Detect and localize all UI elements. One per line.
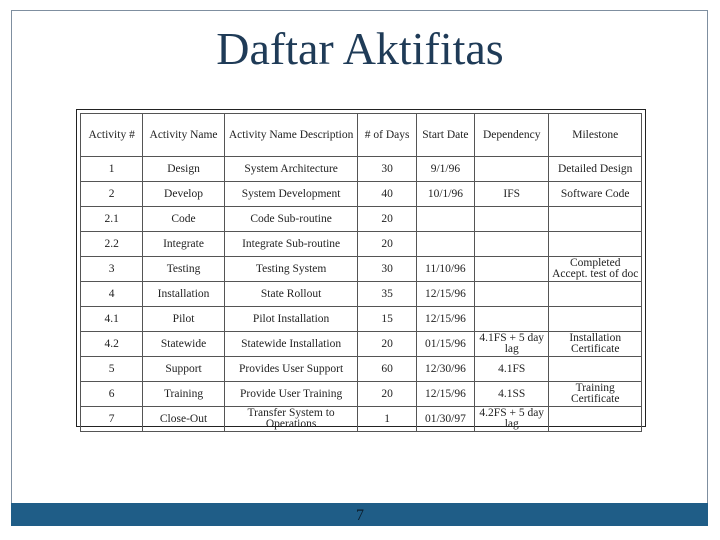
cell-dependency: 4.1SS bbox=[475, 382, 549, 407]
cell-start-date: 9/1/96 bbox=[416, 157, 474, 182]
header-activity-description: Activity Name Description bbox=[224, 114, 358, 157]
cell-activity-number: 4.2 bbox=[81, 332, 143, 357]
cell-milestone bbox=[549, 407, 642, 432]
cell-activity-description: Transfer System to Operations bbox=[224, 407, 358, 432]
cell-activity-number: 2.1 bbox=[81, 207, 143, 232]
cell-activity-name: Code bbox=[143, 207, 224, 232]
cell-activity-name: Testing bbox=[143, 257, 224, 282]
cell-start-date: 01/30/97 bbox=[416, 407, 474, 432]
cell-number-of-days: 30 bbox=[358, 257, 416, 282]
cell-milestone: Installation Certificate bbox=[549, 332, 642, 357]
table-row bbox=[81, 282, 642, 307]
cell-start-date: 11/10/96 bbox=[416, 257, 474, 282]
cell-activity-description: Integrate Sub-routine bbox=[224, 232, 358, 257]
cell-activity-number: 4.1 bbox=[81, 307, 143, 332]
activity-table bbox=[80, 113, 642, 432]
cell-dependency bbox=[475, 257, 549, 282]
cell-activity-description: System Development bbox=[224, 182, 358, 207]
cell-number-of-days: 60 bbox=[358, 357, 416, 382]
cell-dependency bbox=[475, 307, 549, 332]
cell-activity-name: Installation bbox=[143, 282, 224, 307]
cell-activity-number: 1 bbox=[81, 157, 143, 182]
cell-activity-number: 6 bbox=[81, 382, 143, 407]
cell-milestone bbox=[549, 232, 642, 257]
cell-milestone: Software Code bbox=[549, 182, 642, 207]
table-body bbox=[81, 157, 642, 432]
cell-milestone bbox=[549, 307, 642, 332]
cell-number-of-days: 15 bbox=[358, 307, 416, 332]
cell-activity-name: Pilot bbox=[143, 307, 224, 332]
header-milestone: Milestone bbox=[549, 114, 642, 157]
table-row bbox=[81, 257, 642, 282]
cell-milestone bbox=[549, 207, 642, 232]
cell-activity-name: Design bbox=[143, 157, 224, 182]
activity-table-image bbox=[76, 109, 646, 430]
cell-activity-name: Close-Out bbox=[143, 407, 224, 432]
cell-dependency bbox=[475, 207, 549, 232]
header-start-date: Start Date bbox=[416, 114, 474, 157]
cell-start-date: 01/15/96 bbox=[416, 332, 474, 357]
cell-activity-number: 4 bbox=[81, 282, 143, 307]
header-number-of-days: # of Days bbox=[358, 114, 416, 157]
cell-activity-number: 2.2 bbox=[81, 232, 143, 257]
cell-dependency: 4.1FS bbox=[475, 357, 549, 382]
cell-number-of-days: 30 bbox=[358, 157, 416, 182]
cell-dependency: 4.1FS + 5 day lag bbox=[475, 332, 549, 357]
cell-activity-description: Statewide Installation bbox=[224, 332, 358, 357]
cell-activity-name: Training bbox=[143, 382, 224, 407]
cell-number-of-days: 40 bbox=[358, 182, 416, 207]
cell-number-of-days: 35 bbox=[358, 282, 416, 307]
cell-dependency bbox=[475, 282, 549, 307]
table-header-row bbox=[81, 114, 642, 157]
cell-dependency: IFS bbox=[475, 182, 549, 207]
slide-title: Daftar Aktifitas bbox=[216, 23, 504, 74]
cell-milestone: Completed Accept. test of doc bbox=[549, 257, 642, 282]
page-number: 7 bbox=[356, 507, 364, 524]
cell-activity-description: Pilot Installation bbox=[224, 307, 358, 332]
cell-activity-description: Testing System bbox=[224, 257, 358, 282]
header-activity-name: Activity Name bbox=[143, 114, 224, 157]
table-row bbox=[81, 207, 642, 232]
cell-activity-name: Support bbox=[143, 357, 224, 382]
table-row bbox=[81, 357, 642, 382]
cell-activity-number: 5 bbox=[81, 357, 143, 382]
cell-milestone bbox=[549, 357, 642, 382]
cell-start-date bbox=[416, 207, 474, 232]
cell-milestone: Detailed Design bbox=[549, 157, 642, 182]
cell-number-of-days: 20 bbox=[358, 382, 416, 407]
cell-activity-name: Statewide bbox=[143, 332, 224, 357]
cell-number-of-days: 20 bbox=[358, 332, 416, 357]
cell-activity-name: Integrate bbox=[143, 232, 224, 257]
cell-activity-description: System Architecture bbox=[224, 157, 358, 182]
table-row bbox=[81, 232, 642, 257]
cell-activity-name: Develop bbox=[143, 182, 224, 207]
table-row bbox=[81, 382, 642, 407]
cell-start-date: 12/30/96 bbox=[416, 357, 474, 382]
cell-activity-number: 7 bbox=[81, 407, 143, 432]
table-row bbox=[81, 157, 642, 182]
cell-milestone: Training Certificate bbox=[549, 382, 642, 407]
cell-activity-description: State Rollout bbox=[224, 282, 358, 307]
cell-milestone bbox=[549, 282, 642, 307]
table-row bbox=[81, 407, 642, 432]
cell-activity-description: Provides User Support bbox=[224, 357, 358, 382]
cell-dependency bbox=[475, 232, 549, 257]
cell-activity-number: 2 bbox=[81, 182, 143, 207]
cell-activity-number: 3 bbox=[81, 257, 143, 282]
cell-number-of-days: 20 bbox=[358, 232, 416, 257]
cell-start-date: 12/15/96 bbox=[416, 382, 474, 407]
header-dependency: Dependency bbox=[475, 114, 549, 157]
cell-activity-description: Provide User Training bbox=[224, 382, 358, 407]
cell-start-date: 10/1/96 bbox=[416, 182, 474, 207]
cell-activity-description: Code Sub-routine bbox=[224, 207, 358, 232]
cell-dependency: 4.2FS + 5 day lag bbox=[475, 407, 549, 432]
cell-start-date: 12/15/96 bbox=[416, 307, 474, 332]
table-row bbox=[81, 182, 642, 207]
cell-start-date bbox=[416, 232, 474, 257]
cell-start-date: 12/15/96 bbox=[416, 282, 474, 307]
cell-number-of-days: 20 bbox=[358, 207, 416, 232]
table-row bbox=[81, 332, 642, 357]
cell-dependency bbox=[475, 157, 549, 182]
header-activity-number: Activity # bbox=[81, 114, 143, 157]
cell-number-of-days: 1 bbox=[358, 407, 416, 432]
table-row bbox=[81, 307, 642, 332]
